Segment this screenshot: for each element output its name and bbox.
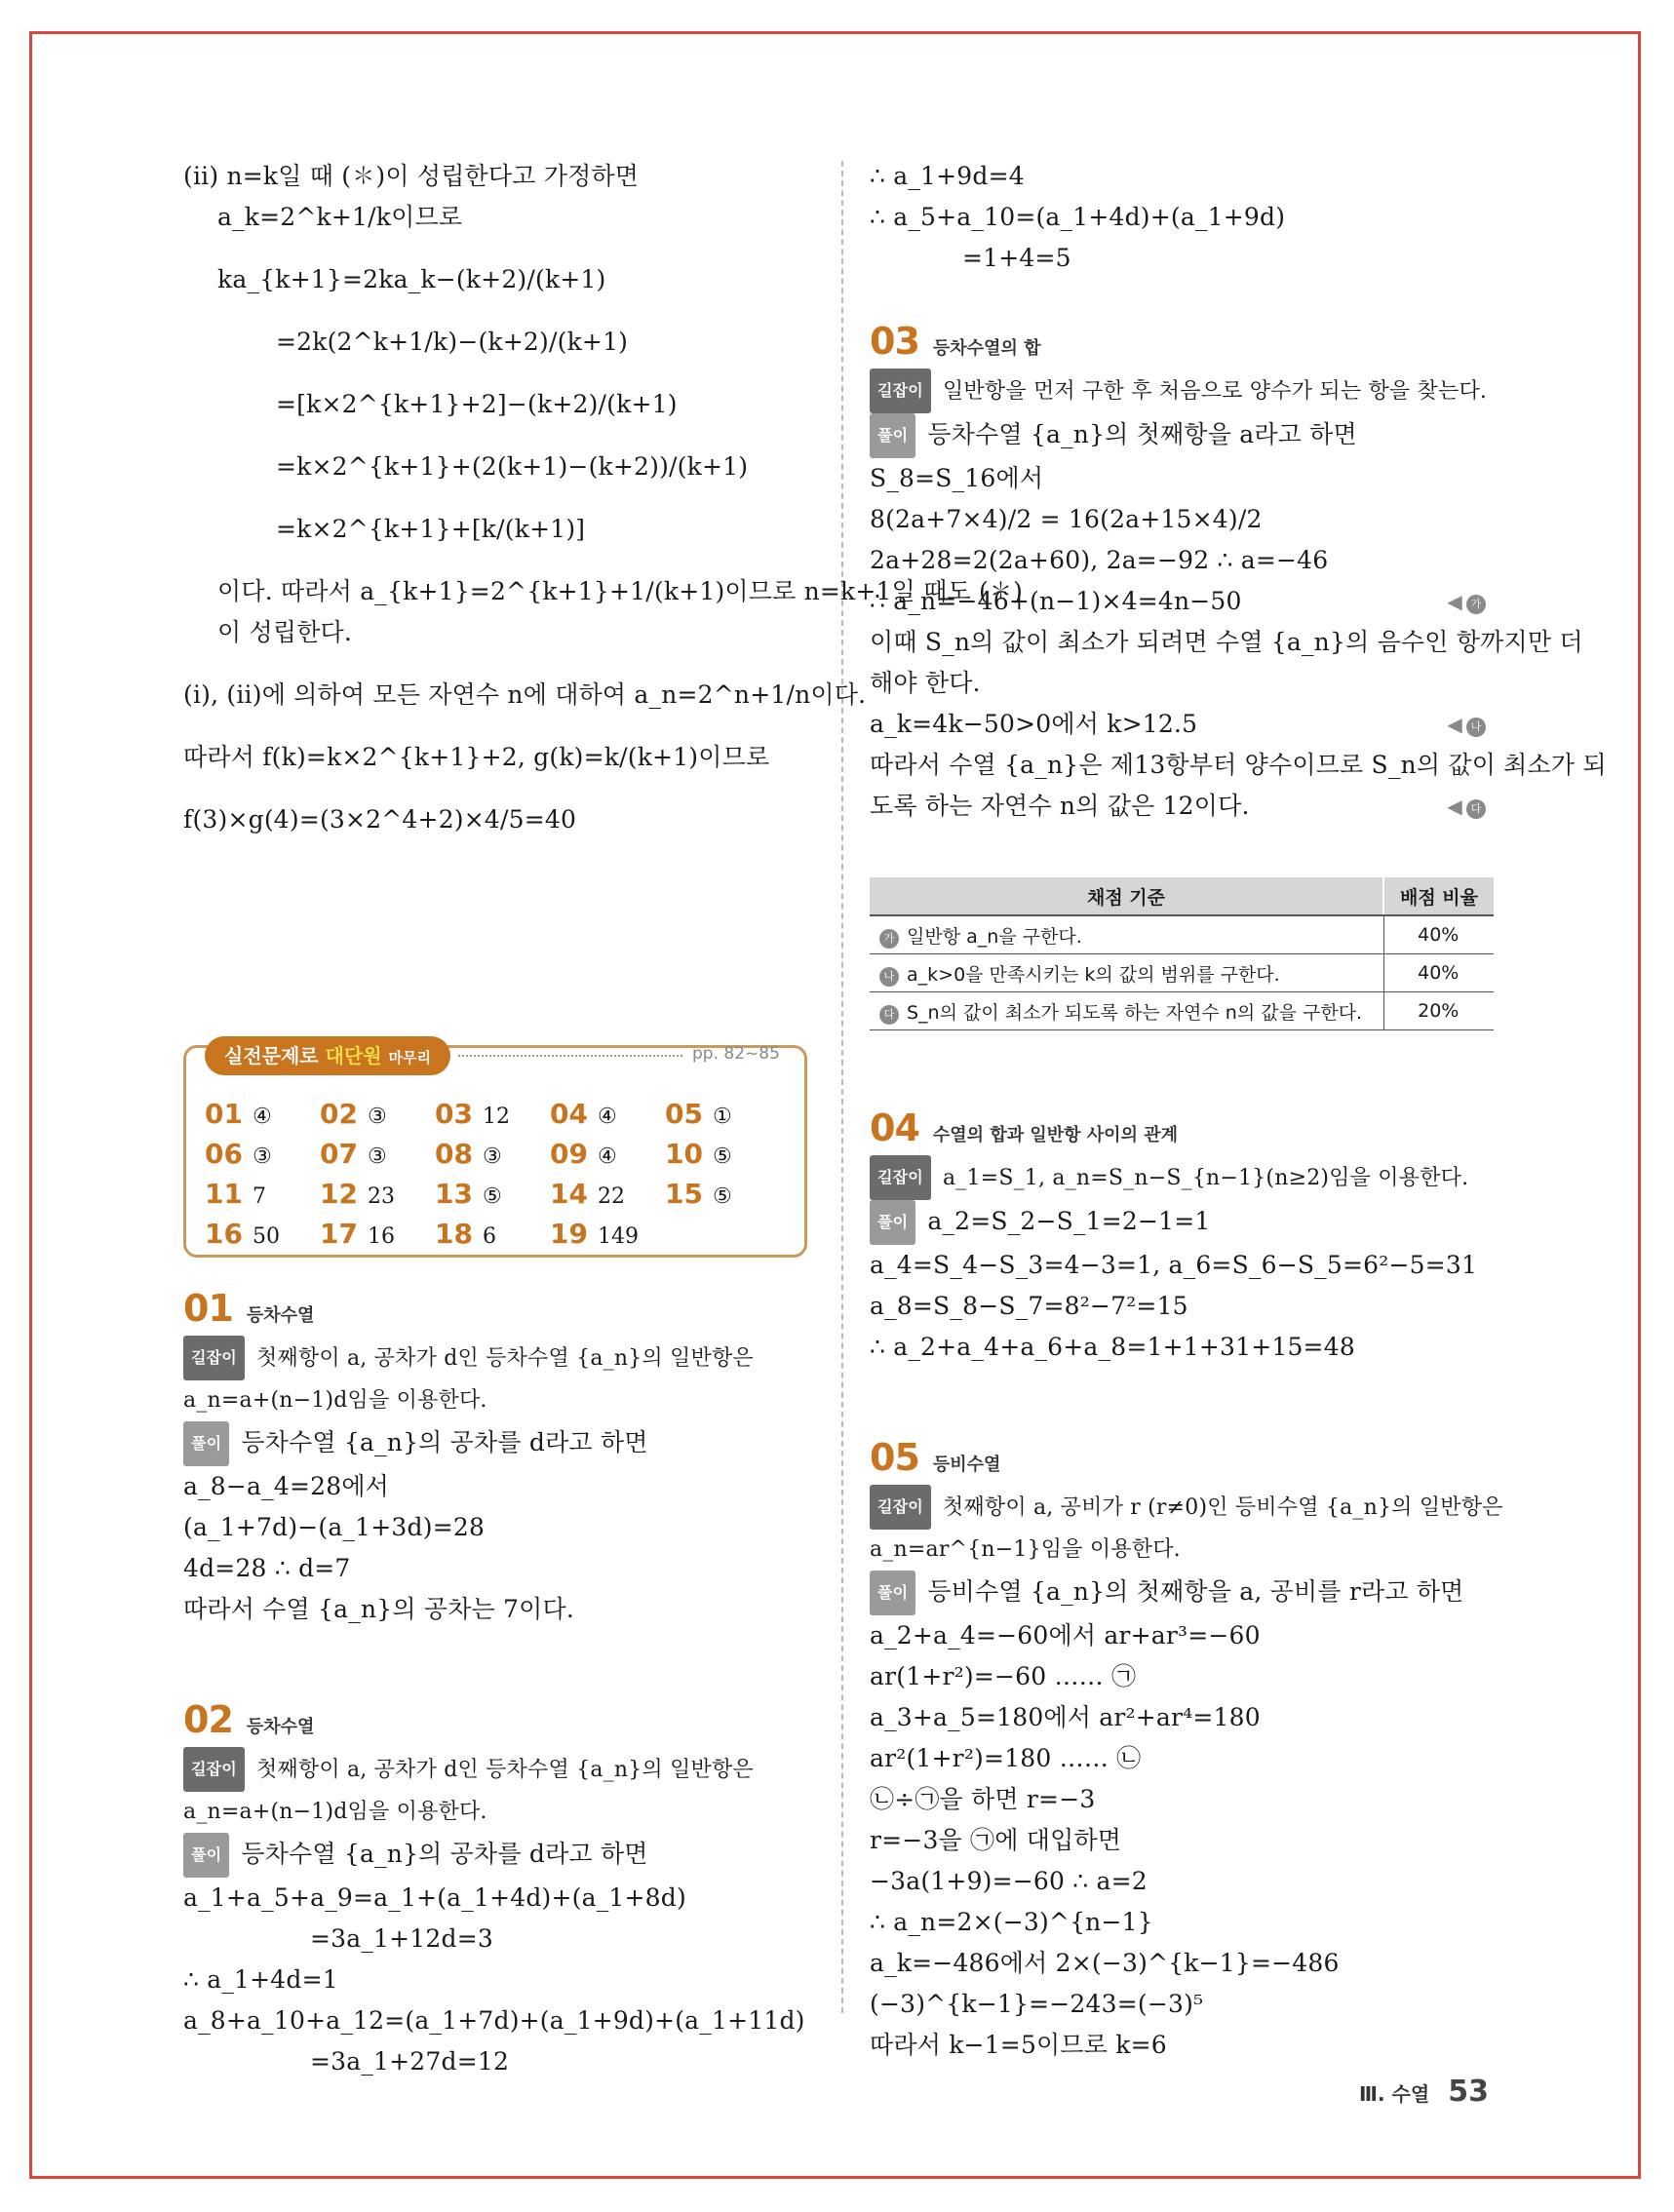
proof-line: =k×2^{k+1}+[k/(k+1)]	[276, 515, 586, 543]
answer-item	[665, 1137, 780, 1175]
answer-item	[205, 1217, 320, 1255]
guide-text: 일반항을 먼저 구한 후 처음으로 양수가 되는 항을 찾는다.	[942, 379, 1488, 404]
problem-topic: 등차수열	[246, 1305, 315, 1326]
answer-value: 12	[482, 1105, 510, 1129]
marker-badge: 다	[1466, 799, 1486, 819]
answer-tab-prefix: 실전문제로	[224, 1044, 319, 1067]
dotted-leader	[458, 1055, 682, 1057]
answer-item	[320, 1097, 435, 1135]
criteria-text: a_k>0을 만족시키는 k의 값의 범위를 구한다.	[907, 963, 1280, 986]
solution-line: =3a_1+27d=12	[310, 2047, 510, 2076]
ratio-cell: 40%	[1383, 915, 1494, 954]
table-row	[870, 954, 1494, 992]
answer-item	[205, 1097, 320, 1135]
section-01	[183, 1287, 807, 2082]
answer-value: ⑤	[712, 1145, 732, 1169]
answer-number: 05	[665, 1098, 703, 1130]
solution-line: (−3)^{k−1}=−243=(−3)⁵	[870, 1990, 1204, 2018]
answer-number: 19	[550, 1218, 588, 1250]
solution-line: a_1+a_5+a_9=a_1+(a_1+4d)+(a_1+8d)	[183, 1883, 686, 1912]
guide-tag: 길잡이	[870, 369, 931, 413]
proof-line: (i), (ii)에 의하여 모든 자연수 n에 대하여 a_n=2^n+1/n이다.	[183, 680, 867, 709]
solution-line: a_8+a_10+a_12=(a_1+7d)+(a_1+9d)+(a_1+11d)	[183, 2006, 805, 2035]
solution-line: ∴ a_1+4d=1	[183, 1965, 338, 1994]
answer-number: 18	[435, 1218, 473, 1250]
solution-text: a_2=S_2−S_1=2−1=1	[927, 1207, 1211, 1235]
proof-line: =2k(2^k+1/k)−(k+2)/(k+1)	[276, 328, 629, 356]
answer-value: ④	[597, 1105, 617, 1129]
guide-text: a_1=S_1, a_n=S_n−S_{n−1}(n≥2)임을 이용한다.	[942, 1166, 1469, 1190]
answer-value: 6	[482, 1224, 496, 1249]
marker-badge: 다	[879, 1005, 899, 1025]
answer-item	[435, 1097, 550, 1135]
answer-item	[205, 1177, 320, 1215]
answer-number: 09	[550, 1138, 588, 1170]
criteria-text: S_n의 값이 최소가 되도록 하는 자연수 n의 값을 구한다.	[907, 1001, 1363, 1024]
solution-line: −3a(1+9)=−60 ∴ a=2	[870, 1867, 1148, 1895]
answer-item	[320, 1217, 435, 1255]
solution-tag: 풀이	[183, 1833, 229, 1878]
solution-tag: 풀이	[870, 1200, 915, 1245]
answer-value: 149	[597, 1224, 639, 1249]
problem-number: 04	[870, 1106, 919, 1149]
solution-line: ∴ a_2+a_4+a_6+a_8=1+1+31+15=48	[870, 1333, 1355, 1361]
solution-line: ar(1+r²)=−60 …… ㉠	[870, 1662, 1137, 1690]
section-02-header	[183, 1698, 807, 1741]
solution-text: 등차수열 {a_n}의 첫째항을 a라고 하면	[927, 420, 1357, 448]
solution-text: ∴ a_n=−46+(n−1)×4=4n−50	[870, 587, 1242, 615]
problem-topic: 등차수열의 합	[932, 338, 1041, 359]
problem-number: 02	[183, 1698, 233, 1741]
problem-topic: 등비수열	[932, 1455, 1001, 1475]
solution-line: a_2+a_4=−60에서 ar+ar³=−60	[870, 1621, 1261, 1649]
answer-item	[550, 1177, 665, 1215]
answer-pages: pp. 82~85	[692, 1044, 780, 1064]
proof-line: ka_{k+1}=2ka_k−(k+2)/(k+1)	[217, 265, 606, 293]
problem-number: 05	[870, 1436, 919, 1479]
solution-line: (a_1+7d)−(a_1+3d)=28	[183, 1513, 486, 1541]
answer-value: ③	[367, 1105, 387, 1129]
answer-number: 02	[320, 1098, 358, 1130]
ratio-cell: 20%	[1383, 992, 1494, 1030]
solution-line: a_8−a_4=28에서	[183, 1472, 390, 1500]
solution-line: 8(2a+7×4)/2 = 16(2a+15×4)/2	[870, 505, 1263, 533]
answer-value: 7	[252, 1184, 266, 1209]
answer-number: 01	[205, 1098, 243, 1130]
solution-text: 등차수열 {a_n}의 공차를 d라고 하면	[241, 1428, 648, 1456]
answer-item	[550, 1217, 665, 1255]
answer-tab-suffix: 마무리	[388, 1049, 431, 1067]
proof-line: (ii) n=k일 때 (✽)이 성립한다고 가정하면	[183, 162, 640, 190]
answer-item	[435, 1177, 550, 1215]
solution-tag: 풀이	[183, 1421, 229, 1466]
page-footer	[1359, 2075, 1489, 2109]
section-03-header	[870, 320, 1494, 363]
answer-number: 17	[320, 1218, 358, 1250]
answer-item	[205, 1137, 320, 1175]
answer-item	[550, 1137, 665, 1175]
answer-number: 14	[550, 1178, 588, 1210]
solution-line: a_4=S_4−S_3=4−3=1, a_6=S_6−S_5=6²−5=31	[870, 1251, 1478, 1279]
page-number: 53	[1448, 2075, 1489, 2109]
part-label: Ⅲ. 수열	[1359, 2082, 1430, 2106]
solution-line: ∴ a_n=2×(−3)^{n−1}	[870, 1908, 1153, 1936]
guide-text: a_n=a+(n−1)d임을 이용한다.	[183, 1800, 487, 1824]
answer-number: 11	[205, 1178, 243, 1210]
marker-badge: 나	[879, 967, 899, 987]
right-column	[870, 156, 1607, 827]
answer-box-tab	[205, 1036, 450, 1075]
answer-value: ④	[597, 1145, 617, 1169]
problem-number: 01	[183, 1287, 233, 1330]
answer-number: 10	[665, 1138, 703, 1170]
answer-number: 15	[665, 1178, 703, 1210]
answer-value: 22	[597, 1184, 625, 1209]
step-marker: ◀ 나	[1447, 704, 1494, 745]
answer-number: 04	[550, 1098, 588, 1130]
answer-value: ①	[712, 1105, 732, 1129]
proof-line: 이다. 따라서 a_{k+1}=2^{k+1}+1/(k+1)이므로 n=k+1일 때도 (✽)	[217, 577, 1024, 605]
guide-text: a_n=ar^{n−1}임을 이용한다.	[870, 1537, 1181, 1562]
proof-line: 따라서 f(k)=k×2^{k+1}+2, g(k)=k/(k+1)이므로	[183, 743, 770, 771]
grading-header-ratio: 배점 비율	[1383, 877, 1494, 915]
answer-value: ③	[252, 1145, 272, 1169]
step-marker: ◀ 다	[1447, 786, 1494, 827]
guide-text: 첫째항이 a, 공비가 r (r≠0)인 등비수열 {a_n}의 일반항은	[942, 1495, 1503, 1520]
answer-item	[320, 1137, 435, 1175]
solution-line: a_3+a_5=180에서 ar²+ar⁴=180	[870, 1703, 1261, 1731]
solution-line: 해야 한다.	[870, 669, 981, 697]
guide-tag: 길잡이	[183, 1336, 245, 1380]
proof-line: a_k=2^k+1/k이므로	[217, 203, 463, 231]
marker-badge: 나	[1466, 718, 1486, 737]
answer-value: 23	[367, 1184, 395, 1209]
solution-line: ∴ a_5+a_10=(a_1+4d)+(a_1+9d)	[870, 203, 1286, 231]
proof-line: =[k×2^{k+1}+2]−(k+2)/(k+1)	[276, 390, 678, 418]
answer-item	[550, 1097, 665, 1135]
answer-tab-highlight: 대단원	[325, 1044, 382, 1067]
solution-line: ar²(1+r²)=180 …… ㉡	[870, 1744, 1142, 1772]
solution-line: =3a_1+12d=3	[310, 1924, 493, 1953]
table-row	[870, 992, 1494, 1030]
criteria-text: 일반항 a_n을 구한다.	[907, 925, 1082, 948]
answer-number: 12	[320, 1178, 358, 1210]
answer-value: ⑤	[482, 1184, 502, 1209]
solution-line: S_8=S_16에서	[870, 464, 1044, 492]
answer-item	[435, 1217, 550, 1255]
guide-text: 첫째항이 a, 공차가 d인 등차수열 {a_n}의 일반항은	[255, 1758, 754, 1782]
answer-value: ⑤	[712, 1184, 732, 1209]
answer-value: 16	[367, 1224, 395, 1249]
marker-badge: 가	[1466, 595, 1486, 614]
solution-line: 4d=28 ∴ d=7	[183, 1554, 351, 1582]
answer-number: 08	[435, 1138, 473, 1170]
ratio-cell: 40%	[1383, 954, 1494, 992]
solution-line: 따라서 k−1=5이므로 k=6	[870, 2031, 1167, 2059]
answer-number: 03	[435, 1098, 473, 1130]
solution-line: a_8=S_8−S_7=8²−7²=15	[870, 1292, 1188, 1320]
column-divider	[841, 161, 843, 2013]
answer-item	[665, 1177, 780, 1215]
answer-number: 13	[435, 1178, 473, 1210]
proof-line: =k×2^{k+1}+(2(k+1)−(k+2))/(k+1)	[276, 452, 749, 481]
answer-item	[435, 1137, 550, 1175]
answer-number: 16	[205, 1218, 243, 1250]
solution-line: ㉡÷㉠을 하면 r=−3	[870, 1785, 1096, 1813]
solution-line: 2a+28=2(2a+60), 2a=−92 ∴ a=−46	[870, 546, 1329, 574]
proof-line: 이 성립한다.	[217, 618, 353, 646]
guide-text: a_n=a+(n−1)d임을 이용한다.	[183, 1388, 487, 1413]
marker-badge: 가	[879, 929, 899, 949]
solution-text: a_k=4k−50>0에서 k>12.5	[870, 710, 1198, 738]
solution-tag: 풀이	[870, 413, 915, 458]
guide-tag: 길잡이	[870, 1155, 931, 1200]
step-marker: ◀ 가	[1447, 581, 1494, 622]
answer-number: 07	[320, 1138, 358, 1170]
table-row	[870, 915, 1494, 954]
guide-text: 첫째항이 a, 공차가 d인 등차수열 {a_n}의 일반항은	[255, 1346, 754, 1371]
answer-item	[665, 1097, 780, 1135]
answer-value: ③	[482, 1145, 502, 1169]
guide-tag: 길잡이	[183, 1747, 245, 1792]
answer-value: 50	[252, 1224, 280, 1249]
section-04	[870, 1106, 1503, 2066]
grading-header-criteria: 채점 기준	[870, 877, 1383, 915]
answer-grid	[205, 1097, 790, 1255]
answer-value: ④	[252, 1105, 272, 1129]
solution-line: 따라서 수열 {a_n}의 공차는 7이다.	[183, 1595, 575, 1623]
proof-line: f(3)×g(4)=(3×2^4+2)×4/5=40	[183, 805, 577, 834]
solution-tag: 풀이	[870, 1571, 915, 1615]
solution-text: 등비수열 {a_n}의 첫째항을 a, 공비를 r라고 하면	[927, 1577, 1464, 1606]
solution-line: ∴ a_1+9d=4	[870, 162, 1025, 190]
problem-number: 03	[870, 320, 919, 363]
guide-tag: 길잡이	[870, 1485, 931, 1530]
solution-line: 따라서 수열 {a_n}은 제13항부터 양수이므로 S_n의 값이 최소가 되	[870, 751, 1607, 779]
solution-line: r=−3을 ㉠에 대입하면	[870, 1826, 1122, 1854]
solution-line: a_k=−486에서 2×(−3)^{k−1}=−486	[870, 1949, 1340, 1977]
solution-text: 도록 하는 자연수 n의 값은 12이다.	[870, 792, 1250, 820]
solution-line: =1+4=5	[962, 244, 1071, 272]
answer-item	[320, 1177, 435, 1215]
solution-text: 등차수열 {a_n}의 공차를 d라고 하면	[241, 1840, 648, 1868]
section-05-header	[870, 1436, 1494, 1479]
answer-value: ③	[367, 1145, 387, 1169]
problem-topic: 수열의 합과 일반항 사이의 관계	[932, 1125, 1178, 1145]
answer-number: 06	[205, 1138, 243, 1170]
solution-line: 이때 S_n의 값이 최소가 되려면 수열 {a_n}의 음수인 항까지만 더	[870, 628, 1583, 656]
grading-table	[870, 877, 1494, 1030]
problem-topic: 등차수열	[246, 1717, 315, 1737]
